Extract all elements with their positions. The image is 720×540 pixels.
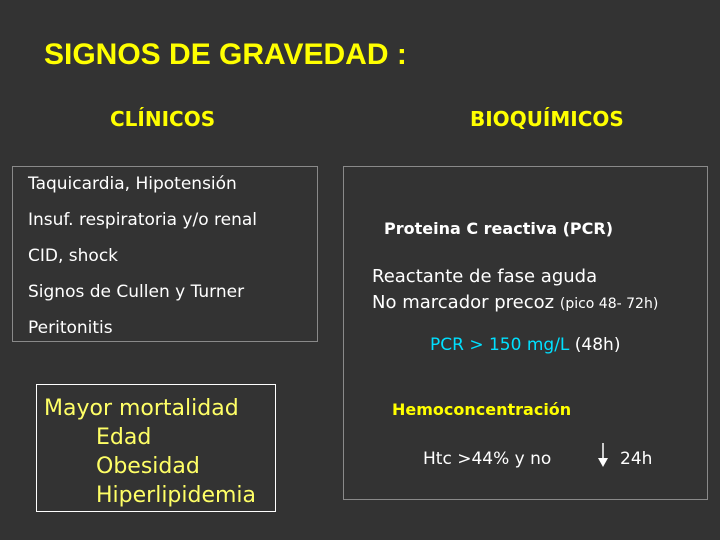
mortalidad-item: Edad <box>96 425 152 450</box>
mortalidad-item: Hiperlipidemia <box>96 483 257 508</box>
mortalidad-heading: Mayor mortalidad <box>44 396 239 421</box>
clinicos-heading: CLÍNICOS <box>110 107 216 131</box>
pcr-title: Proteina C reactiva (PCR) <box>384 219 614 238</box>
clinicos-item: Taquicardia, Hipotensión <box>28 174 237 194</box>
clinicos-item: Signos de Cullen y Turner <box>28 282 245 302</box>
pcr-line1: Reactante de fase aguda <box>372 266 598 287</box>
bioquimicos-heading: BIOQUÍMICOS <box>470 107 624 131</box>
hemo-title: Hemoconcentración <box>392 400 572 419</box>
slide-title: SIGNOS DE GRAVEDAD : <box>44 38 407 71</box>
pcr-note: (pico 48- 72h) <box>559 296 659 312</box>
clinicos-item: Peritonitis <box>28 318 113 338</box>
arrow-down-icon <box>597 442 609 468</box>
clinicos-item: CID, shock <box>28 246 119 266</box>
clinicos-item: Insuf. respiratoria y/o renal <box>28 210 258 230</box>
mortalidad-item: Obesidad <box>96 454 200 479</box>
pcr-line2: No marcador precoz (pico 48- 72h) <box>372 292 659 313</box>
htc-text: Htc >44% y no <box>423 449 552 469</box>
pcr-threshold: PCR > 150 mg/L (48h) <box>430 335 621 355</box>
htc-time: 24h <box>620 449 653 469</box>
